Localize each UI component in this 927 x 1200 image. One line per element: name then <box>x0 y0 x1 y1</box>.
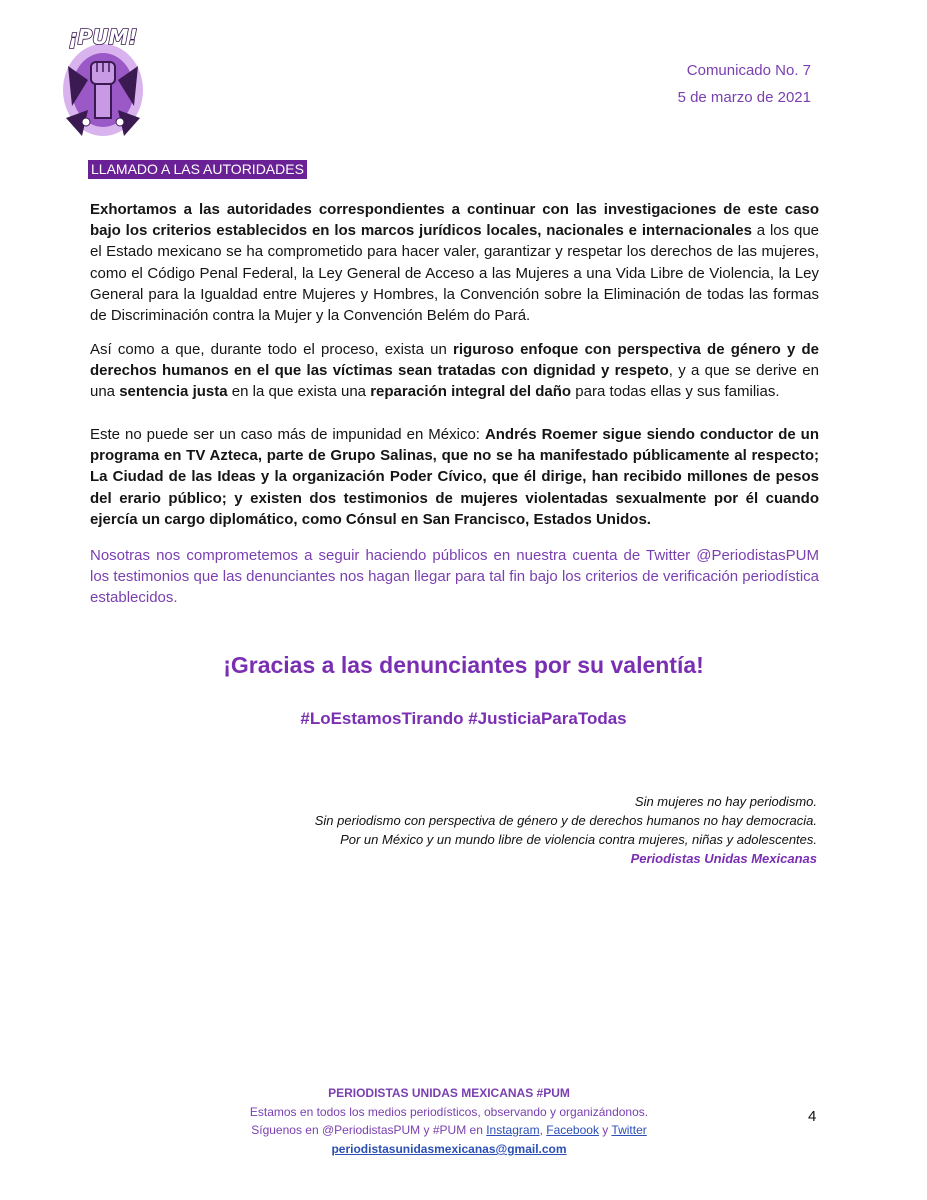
footer-tagline: Estamos en todos los medios periodísticos, observando y organizándonos. <box>249 1105 649 1119</box>
thanks-heading: ¡Gracias a las denunciantes por su valentía! <box>223 652 704 678</box>
document-date: 5 de marzo de 2021 <box>677 89 811 106</box>
paragraph-4 <box>90 545 819 609</box>
paragraph-text-run: para todas ellas y sus familias. <box>571 383 780 401</box>
page-number: 4 <box>808 1108 817 1125</box>
footer-email <box>0 1142 898 1156</box>
closing-quote-line-2: Sin periodismo con perspectiva de género y de derechos humanos no hay democracia. <box>314 813 817 828</box>
paragraph-text-run: Este no puede ser un caso más de impunidad en México: <box>90 426 485 443</box>
paragraph-text-run: en la que exista una <box>227 383 371 401</box>
comunicado-number: Comunicado No. 7 <box>686 62 811 79</box>
paragraph-bold-run: Exhortamos a las autoridades correspondientes a continuar con las investigaciones de este caso bajo los criterios establecidos en los marcos jurídicos locales, nacionales e internacionales <box>90 201 819 240</box>
instagram-link[interactable]: Instagram <box>486 1123 540 1137</box>
paragraph-bold-run: sentencia justa <box>119 383 228 401</box>
pum-logo <box>58 18 148 142</box>
paragraph-bold-run: reparación integral del daño <box>370 383 572 401</box>
paragraph-1 <box>90 199 819 326</box>
paragraph-2 <box>90 339 819 403</box>
footer-separator: , <box>539 1123 547 1137</box>
footer-social <box>0 1123 898 1137</box>
logo-text: ¡PUM! <box>68 25 138 49</box>
hashtags: #LoEstamosTirando #JusticiaParaTodas <box>300 709 627 728</box>
footer-social-text: Síguenos en @PeriodistasPUM y #PUM en <box>251 1123 487 1137</box>
signature-organization: Periodistas Unidas Mexicanas <box>630 851 817 866</box>
raised-fist-logo-icon <box>58 18 148 142</box>
twitter-link[interactable]: Twitter <box>611 1123 647 1137</box>
paragraph-text-run: a los que el Estado mexicano se ha comprometido para hacer valer, garantizar y respetar los derechos de las mujeres, como el Código Penal Federal, la Ley General de Acceso a las Mujeres a una Vida Libre de Violencia, la Ley General para la Igualdad entre Mujeres y Hombres, la Convención sobre la Eliminación de todas las formas de Discriminación contra la Mujer y la Convención Belém do Pará. <box>90 222 820 325</box>
facebook-link[interactable]: Facebook <box>546 1123 599 1137</box>
footer-title: PERIODISTAS UNIDAS MEXICANAS #PUM <box>328 1086 570 1100</box>
footer-separator: y <box>598 1123 612 1137</box>
paragraph-text-run: Así como a que, durante todo el proceso, exista un <box>90 341 454 358</box>
email-link[interactable]: periodistasunidasmexicanas@gmail.com <box>331 1142 567 1156</box>
section-title: LLAMADO A LAS AUTORIDADES <box>88 160 307 179</box>
closing-quote-line-3: Por un México y un mundo libre de violencia contra mujeres, niñas y adolescentes. <box>340 832 817 847</box>
paragraph-bold-run: Andrés Roemer sigue siendo conductor de un programa en TV Azteca, parte de Grupo Salinas, que no se ha manifestado públicamente al respecto; La Ciudad de las Ideas y la organización Poder Cívico, que él dirige, han recibido millones de pesos del erario público; y existen dos testimonios de mujeres violentadas sexualmente por él cuando ejercía un cargo diplomático, como Cónsul en San Francisco, Estados Unidos. <box>90 426 819 528</box>
paragraph-text-run: , y a que se derive en una <box>90 362 819 401</box>
paragraph-bold-run: riguroso enfoque con perspectiva de género y de derechos humanos en el que las víctimas sean tratadas con dignidad y respeto <box>90 341 819 380</box>
paragraph-text-run: Nosotras nos comprometemos a seguir haciendo públicos en nuestra cuenta de Twitter @PeriodistasPUM los testimonios que las denunciantes nos hagan llegar para tal fin bajo los criterios de verificación periodística establecidos. <box>90 547 819 607</box>
closing-quote-line-1: Sin mujeres no hay periodismo. <box>634 794 817 809</box>
paragraph-3 <box>90 424 819 530</box>
